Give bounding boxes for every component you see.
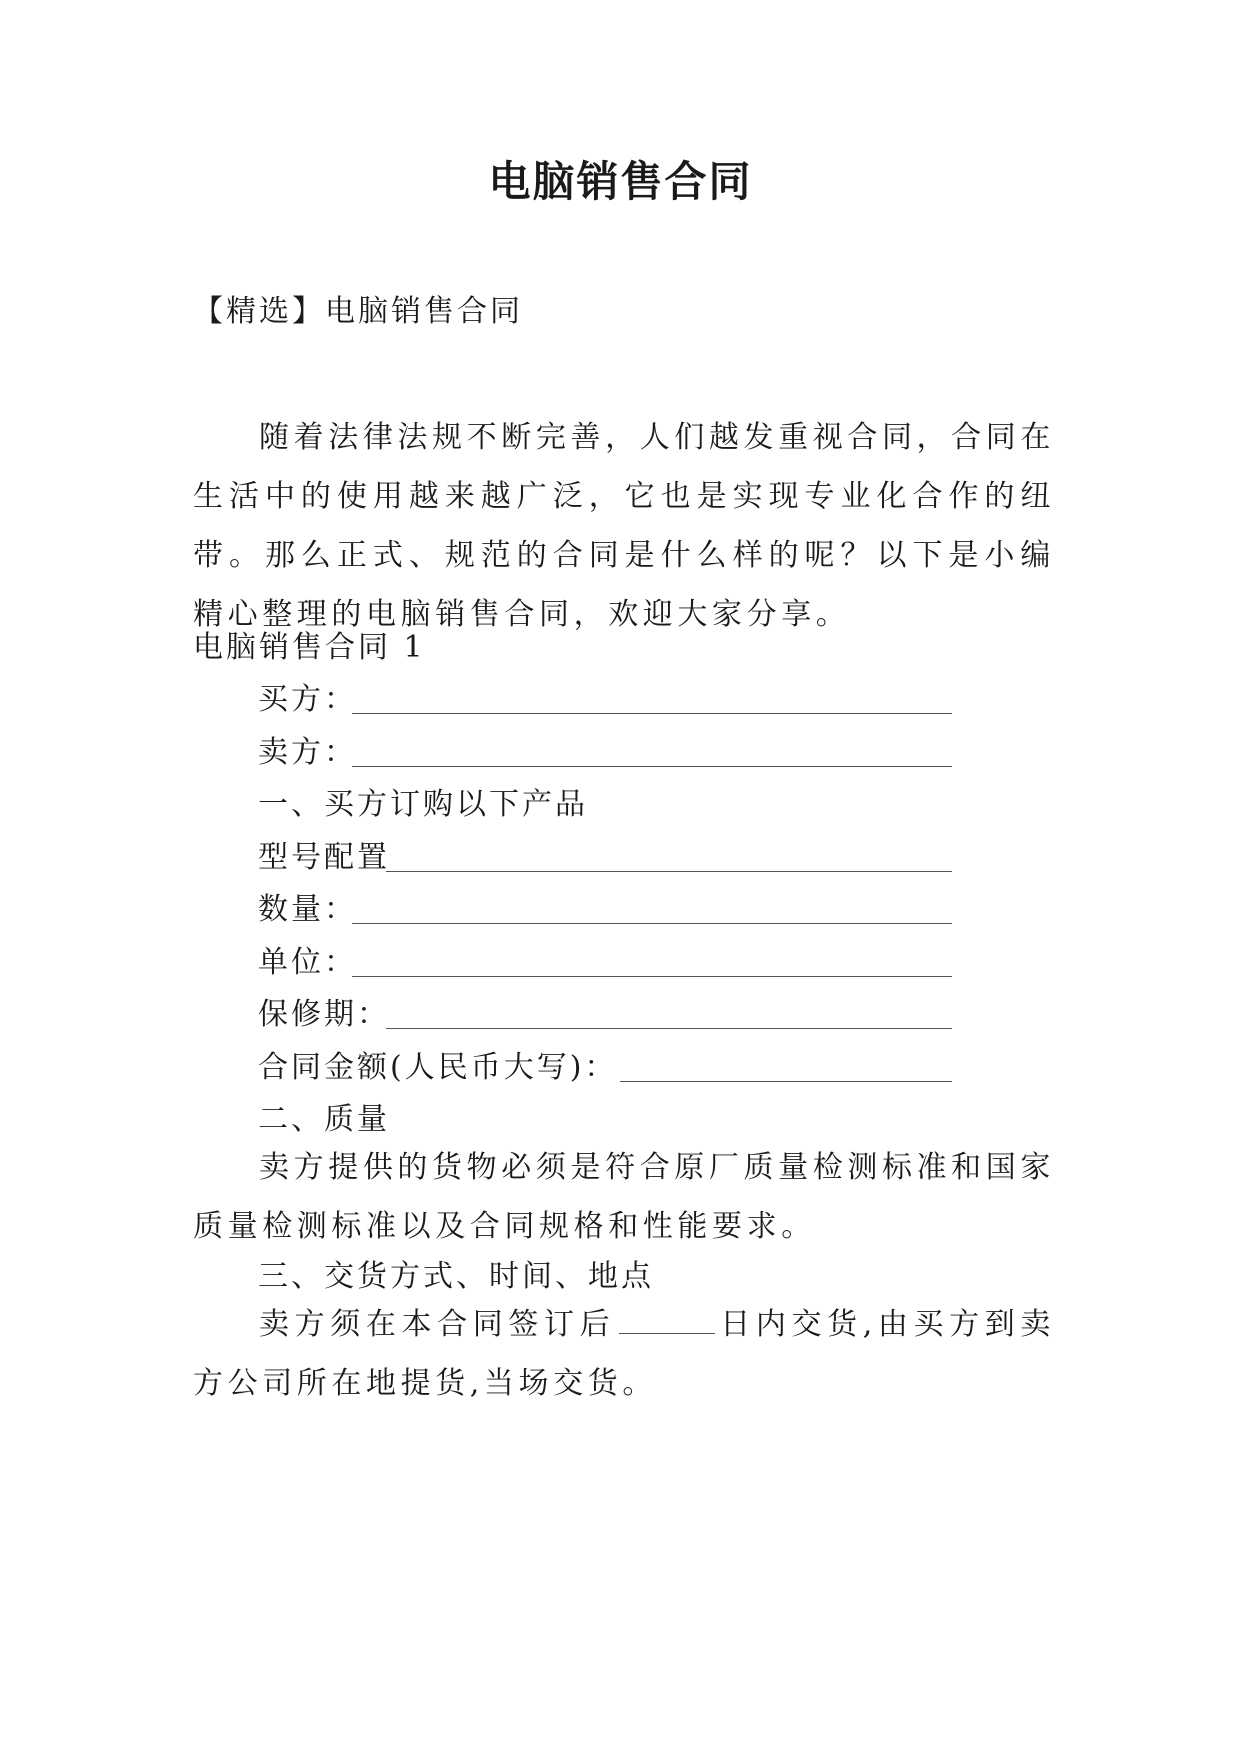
delivery-paragraph (193, 1295, 1055, 1413)
seller-label: 卖方： (258, 735, 357, 770)
unit-label: 单位： (258, 945, 357, 980)
intro-paragraph: 随着法律法规不断完善，人们越发重视合同，合同在生活中的使用越来越广泛，它也是实现专业化合作的纽带。那么正式、规范的合同是什么样的呢？以下是小编精心整理的电脑销售合同，欢迎大家分享。 (193, 420, 1055, 632)
item-three-heading: 三、交货方式、时间、地点 (258, 1259, 654, 1294)
quantity-label: 数量： (258, 892, 357, 927)
document-title: 电脑销售合同 (488, 157, 753, 206)
unit-blank-line (352, 976, 952, 977)
delivery-days-blank (619, 1303, 715, 1334)
warranty-blank-line (386, 1028, 952, 1029)
delivery-text-after: 日内交货,由买方到卖方公司所在地提货,当场交货。 (193, 1307, 1055, 1401)
model-label: 型号配置 (258, 840, 390, 875)
delivery-text-before: 卖方须在本合同签订后 (259, 1307, 616, 1342)
item-one-heading: 一、买方订购以下产品 (258, 787, 588, 822)
section-heading: 电脑销售合同 1 (193, 630, 426, 665)
buyer-label: 买方： (258, 682, 357, 717)
seller-blank-line (352, 766, 952, 767)
amount-blank-line (620, 1081, 952, 1082)
document-subtitle: 【精选】电脑销售合同 (193, 294, 523, 329)
quality-paragraph: 卖方提供的货物必须是符合原厂质量检测标准和国家质量检测标准以及合同规格和性能要求。 (193, 1150, 1055, 1244)
amount-label: 合同金额(人民币大写)： (258, 1050, 618, 1085)
item-two-heading: 二、质量 (258, 1102, 390, 1137)
quantity-blank-line (352, 923, 952, 924)
warranty-label: 保修期： (258, 997, 390, 1032)
buyer-blank-line (352, 713, 952, 714)
model-blank-line (386, 871, 952, 872)
